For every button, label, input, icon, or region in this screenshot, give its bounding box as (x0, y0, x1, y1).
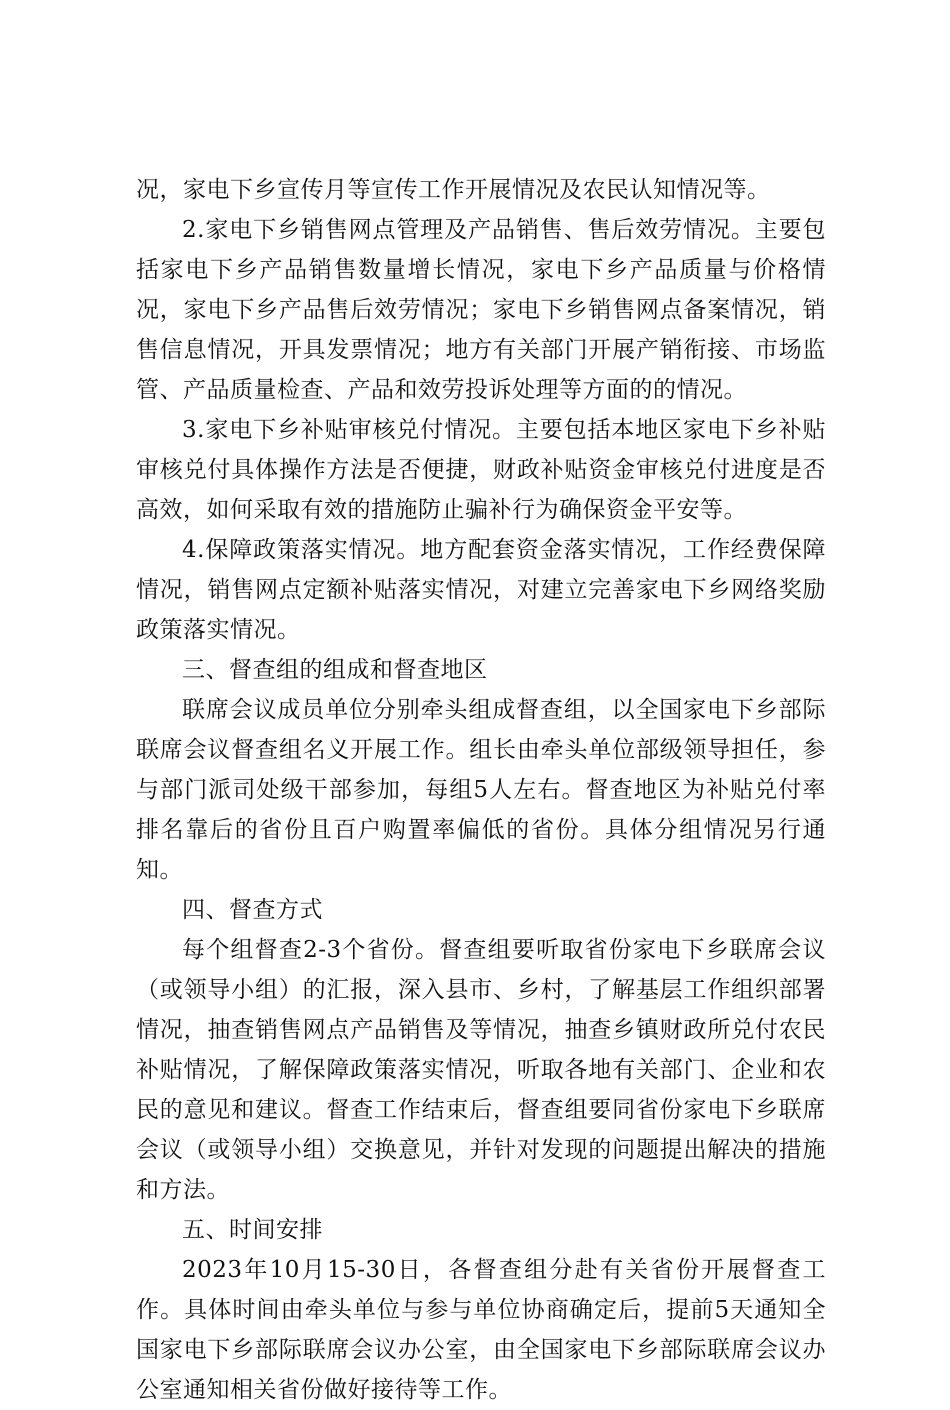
paragraph-item-3: 3.家电下乡补贴审核兑付情况。主要包括本地区家电下乡补贴审核兑付具体操作方法是否便捷，财政补贴资金审核兑付进度是否高效，如何采取有效的措施防止骗补行为确保资金平安等。 (136, 417, 826, 523)
section-heading-4: 四、督查方式 (182, 897, 323, 923)
paragraph-item-4: 4.保障政策落实情况。地方配套资金落实情况，工作经费保障情况，销售网点定额补贴落实情况，对建立完善家电下乡网络奖励政策落实情况。 (136, 537, 826, 643)
paragraph-item-2: 2.家电下乡销售网点管理及产品销售、售后效劳情况。主要包括家电下乡产品销售数量增长情况，家电下乡产品质量与价格情况，家电下乡产品售后效劳情况；家电下乡销售网点备案情况，销售信息情况，开具发票情况；地方有关部门开展产销衔接、市场监管、产品质量检查、产品和效劳投诉处理等方面的的情况。 (136, 217, 826, 403)
paragraph-continuation: 况，家电下乡宣传月等宣传工作开展情况及农民认知情况等。 (136, 177, 771, 203)
paragraph-section-4: 每个组督查2-3个省份。督查组要听取省份家电下乡联席会议（或领导小组）的汇报，深入县市、乡村，了解基层工作组织部署情况，抽查销售网点产品销售及等情况，抽查乡镇财政所兑付农民补贴情况，了解保障政策落实情况，听取各地有关部门、企业和农民的意见和建议。督查工作结束后，督查组要同省份家电下乡联席会议（或领导小组）交换意见，并针对发现的问题提出解决的措施和方法。 (136, 937, 826, 1203)
document-body (136, 170, 826, 1410)
paragraph-section-3: 联席会议成员单位分别牵头组成督查组，以全国家电下乡部际联席会议督查组名义开展工作。组长由牵头单位部级领导担任，参与部门派司处级干部参加，每组5人左右。督查地区为补贴兑付率排名靠后的省份且百户购置率偏低的省份。具体分组情况另行通知。 (136, 697, 826, 883)
section-heading-3: 三、督查组的组成和督查地区 (182, 657, 488, 683)
paragraph-section-5: 2023年10月15-30日，各督查组分赴有关省份开展督查工作。具体时间由牵头单位与参与单位协商确定后，提前5天通知全国家电下乡部际联席会议办公室，由全国家电下乡部际联席会议办公室通知相关省份做好接待等工作。 (136, 1257, 826, 1403)
section-heading-5: 五、时间安排 (182, 1217, 323, 1243)
